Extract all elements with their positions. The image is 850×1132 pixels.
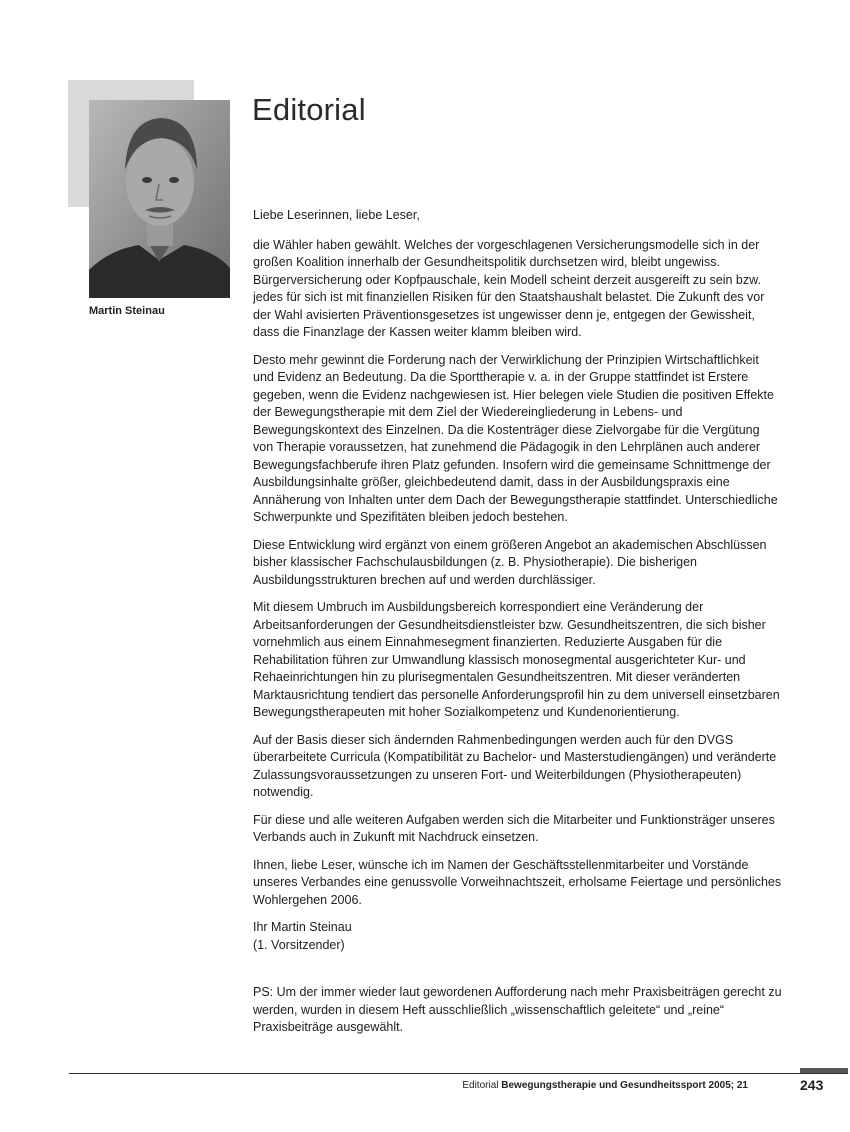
page-number: 243: [800, 1077, 824, 1093]
article-body: [253, 207, 783, 1047]
greeting: Liebe Leserinnen, liebe Leser,: [253, 208, 420, 222]
postscript: PS: Um der immer wieder laut gewordenen Aufforderung nach mehr Praxisbeiträgen gerecht zu werden, wurden in diesem Heft ausschließlich „wissenschaftlich geleitete“ und „reine“ Praxisbeiträge ausgewählt.: [253, 985, 782, 1034]
signature-role: (1. Vorsitzender): [253, 937, 345, 952]
footer-journal: Bewegungstherapie und Gesundheitssport 2005; 21: [501, 1080, 748, 1091]
footer-citation: [462, 1080, 748, 1091]
author-caption: Martin Steinau: [89, 305, 165, 317]
signature: [253, 919, 783, 954]
footer-divider: [69, 1073, 848, 1074]
footer-section: Editorial: [462, 1080, 499, 1091]
paragraph: Ihnen, liebe Leser, wünsche ich im Namen der Geschäftsstellenmitarbeiter und Vorstände unseres Verbandes eine genussvolle Vorweihnachtszeit, erholsame Feiertage und persönliches Wohlergehen 2006.: [253, 857, 782, 907]
paragraph: Desto mehr gewinnt die Forderung nach der Verwirklichung der Prinzipien Wirtschaftlichkeit und Evidenz an Bedeutung. Da die Sporttherapie v. a. in der Gruppe stattfindet ist Erstere gegeben, wenn die Evidenz nachgewiesen ist. Hier belegen viele Studien die positiven Effekte der Bewegungstherapie mit dem Ziel der Wiedereingliederung in Lebens- und Bewegungskontext des Einzelnen. Da die Kostenträger diese Zielvorgabe für die Vergütung von Therapie voraussetzen, hat zunehmend die Pädagogik in den Lehrplänen auch anderer Bewegungsfachberufe ihren Platz gefunden. Insofern wird die gemeinsame Schnittmenge der Ausbildungsinhalte größer, gleichbedeutend damit, dass in der Ausbildungspraxis eine Annäherung von Inhalten unter dem Dach der Bewegungstherapie stattfindet. Unterschiedliche Schwerpunkte und Spezifitäten bleiben jedoch bestehen.: [253, 352, 778, 524]
paragraph: Mit diesem Umbruch im Ausbildungsbereich korrespondiert eine Veränderung der Arbeitsanforderungen der Gesundheitsdienstleister bzw. Gesundheitszentren, die sich bisher vornehmlich aus einem Einnahmesegment finanzierten. Reduzierte Ausgaben für die Rehabilitation führen zur Umwandlung klassisch monosegmental ausgerichteter Kur- und Rehaeinrichtungen hin zu plurisegmentalen Gesundheitszentren. Mit dieser veränderten Marktausrichtung tendiert das personelle Anforderungsprofil hin zu dem universell einsetzbaren Bewegungstherapeuten mit hoher Sozialkompetenz und Kundenorientierung.: [253, 600, 780, 719]
signature-name: Ihr Martin Steinau: [253, 920, 352, 934]
paragraph: Auf der Basis dieser sich ändernden Rahmenbedingungen werden auch für den DVGS überarbeitete Curricula (Kompatibilität zu Bachelor- und Masterstudiengängen) und veränderte Zulassungsvoraussetzungen zu unseren Fort- und Weiterbildungen (Physiotherapeuten) notwendig.: [253, 732, 777, 799]
paragraph: die Wähler haben gewählt. Welches der vorgeschlagenen Versicherungsmodelle sich in der großen Koalition innerhalb der Gesundheitspolitik durchsetzen wird, bleibt ungewiss. Bürgerversicherung oder Kopfpauschale, kein Modell scheint derzeit ausgereift zu sein bzw. jedes für sich ist mit finanziellen Risiken für den Staatshaushalt belastet. Die Zukunft des vor der Wahl avisierten Präventionsgesetzes ist ungewisser denn je, entgegen der Gewissheit, dass die Finanzlage der Kassen weiter klamm bleiben wird.: [253, 237, 765, 339]
paragraph: Diese Entwicklung wird ergänzt von einem größeren Angebot an akademischen Abschlüssen bisher klassischer Fachschulausbildungen (z. B. Physiotherapie). Die bisherigen Ausbildungsstrukturen brechen auf und werden durchlässiger.: [253, 537, 767, 587]
author-photo: [89, 100, 230, 298]
paragraph: Für diese und alle weiteren Aufgaben werden sich die Mitarbeiter und Funktionsträger unseres Verbands auch in Zukunft mit Nachdruck einsetzen.: [253, 812, 775, 844]
page-title: Editorial: [252, 92, 366, 127]
